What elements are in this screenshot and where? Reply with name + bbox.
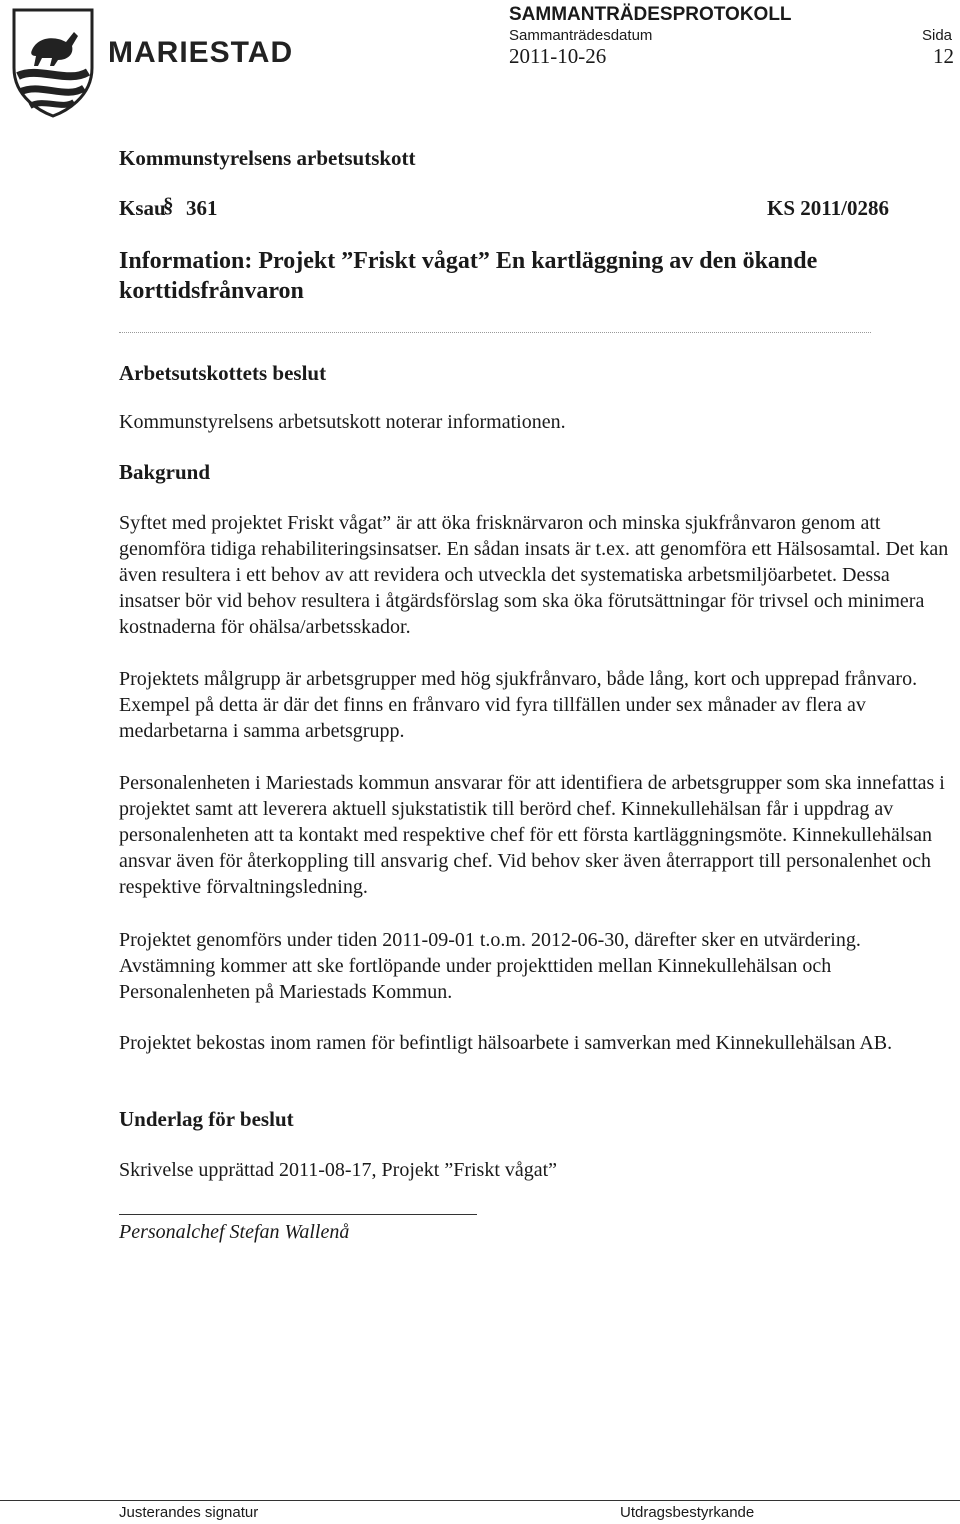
page-number: 12	[933, 44, 954, 68]
background-paragraph: Projektet bekostas inom ramen för befintligt hälsoarbete i samverkan med Kinnekullehälsan AB.	[119, 1032, 893, 1054]
signature-name: Personalchef Stefan Wallenå	[119, 1221, 350, 1243]
extract-certification-label: Utdragsbestyrkande	[620, 1504, 755, 1521]
basis-heading: Underlag för beslut	[119, 1107, 294, 1131]
attester-signature-label: Justerandes signatur	[119, 1504, 259, 1521]
case-reference: KS 2011/0286	[767, 196, 889, 220]
background-heading: Bakgrund	[119, 460, 211, 484]
background-paragraph: Personalenheten i Mariestads kommun ansvarar för att identifiera de arbetsgrupper som ska innefattas i projektet samt att leverera aktuell sjukstatistik till berörd chef. Kinnekullehälsan får i uppdrag av personalenheten att ta kontakt med respektive chef för ett första kartläggningsmöte. Kinnekullehälsan ansvar även för återkoppling till ansvarig chef. Vid behov sker även återrapport till personalenhet och respektive förvaltningsledning.	[119, 772, 945, 898]
decision-text: Kommunstyrelsens arbetsutskott noterar informationen.	[119, 411, 566, 433]
coat-of-arms-icon	[8, 6, 108, 118]
meeting-date-label: Sammanträdesdatum	[509, 27, 653, 44]
page-label: Sida	[922, 27, 953, 44]
footer-divider	[0, 1500, 960, 1501]
background-paragraph: Projektet genomförs under tiden 2011-09-01 t.o.m. 2012-06-30, därefter sker en utvärdering. Avstämning kommer att ske fortlöpande under projekttiden mellan Kinnekullehälsan och Personalenheten på Mariestads Kommun.	[119, 929, 861, 1003]
decision-heading: Arbetsutskottets beslut	[119, 361, 327, 385]
background-paragraph: Projektets målgrupp är arbetsgrupper med hög sjukfrånvaro, både lång, kort och upprepad frånvaro. Exempel på detta är där det finns en frånvaro vid fyra tillfällen under sex månader av flera av medarbetarna i samma arbetsgrupp.	[119, 668, 918, 742]
meeting-date-value: 2011-10-26	[509, 44, 607, 68]
basis-text: Skrivelse upprättad 2011-08-17, Projekt ”Friskt vågat”	[119, 1159, 558, 1181]
case-row	[119, 193, 889, 226]
background-paragraph: Syftet med projektet Friskt vågat” är att öka frisknärvaron och minska sjukfrånvaron genom att genomföra tidiga rehabiliteringsinsatser. En sådan insats är t.ex. att genomföra ett Hälsosamtal. Det kan även resultera i ett behov av att revidera och utveckla det systematiska arbetsmiljöarbetet. Dessa insatser bör vid behov resultera i åtgärdsförslag som ska öka förutsättningar för trivsel och minimera kostnaderna för ohälsa/arbetsskador.	[119, 512, 949, 638]
divider	[119, 332, 871, 333]
case-prefix: Ksau	[119, 196, 166, 220]
document-type: SAMMANTRÄDESPROTOKOLL	[509, 4, 792, 25]
case-number: 361	[186, 196, 218, 220]
item-title: Information: Projekt ”Friskt vågat” En kartläggning av den ökande korttidsfrånvaron	[119, 248, 818, 304]
committee-heading: Kommunstyrelsens arbetsutskott	[119, 146, 416, 170]
signature-line	[119, 1214, 477, 1215]
logo-wordmark: MARIESTAD	[108, 36, 294, 69]
paragraph-sign: §	[163, 193, 174, 217]
